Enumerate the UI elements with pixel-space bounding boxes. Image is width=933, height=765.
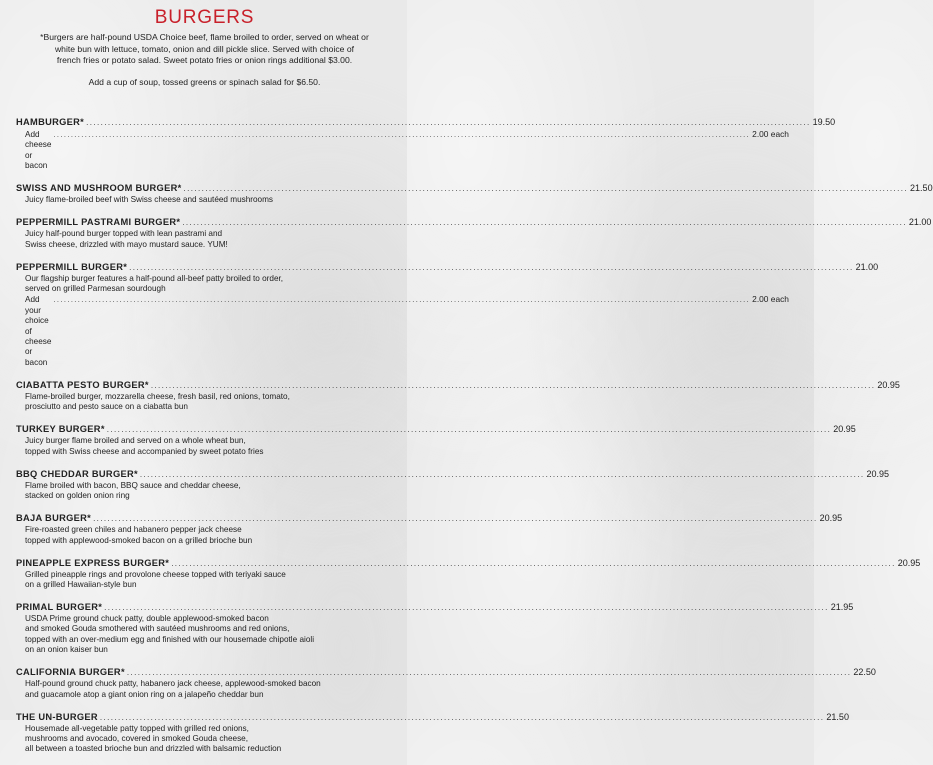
dot-leader: ........................................................................................................................................................................................................ <box>104 602 829 612</box>
addon-text: Add cheese or bacon <box>25 130 52 171</box>
dot-leader: ........................................................................................................................................................................................................ <box>53 130 751 139</box>
menu-item-description <box>16 436 393 457</box>
menu-item-price: 20.95 <box>833 424 856 435</box>
menu-item-addon <box>16 294 789 368</box>
menu-item <box>16 557 921 591</box>
description-line: Juicy half-pound burger topped with lean pastrami and <box>25 229 223 239</box>
addon-note: Add a cup of soup, tossed greens or spinach salad for $6.50. <box>88 76 321 87</box>
menu-item <box>16 423 856 457</box>
menu-item-price: 21.00 <box>855 261 879 272</box>
menu-item-description <box>16 195 393 205</box>
dot-leader: ........................................................................................................................................................................................................ <box>183 184 909 194</box>
menu-item-header <box>16 182 933 195</box>
menu-item-header <box>16 116 836 129</box>
description-line: Fire-roasted green chiles and habanero pepper jack cheese <box>25 525 242 535</box>
menu-item-price: 21.50 <box>826 711 849 722</box>
menu-item-header <box>16 423 856 436</box>
description-line: Juicy burger flame broiled and served on a whole wheat bun, <box>25 436 246 446</box>
description-line: Juicy flame-broiled beef with Swiss cheese and sautéed mushrooms <box>25 195 274 205</box>
description-line: all between a toasted brioche bun and drizzled with balsamic reduction <box>25 744 282 754</box>
menu-item-header <box>16 666 876 679</box>
menu-item-price: 20.95 <box>819 513 843 524</box>
menu-item <box>16 261 879 369</box>
menu-item-description <box>16 679 393 700</box>
menu-item-header <box>16 711 849 724</box>
menu-item-header <box>16 557 921 570</box>
menu-item-price: 20.95 <box>897 557 921 568</box>
menu-item <box>16 116 836 172</box>
dot-leader: ........................................................................................................................................................................................................ <box>86 118 811 127</box>
page-title: BURGERS <box>154 7 255 28</box>
addon-text: Add your choice of cheese or bacon <box>25 295 52 367</box>
description-line: served on grilled Parmesan sourdough <box>25 284 166 294</box>
intro-text <box>16 32 393 67</box>
dot-leader: ........................................................................................................................................................................................................ <box>182 218 907 228</box>
description-line: Housemade all-vegetable patty topped with grilled red onions, <box>25 723 249 733</box>
dot-leader: ........................................................................................................................................................................................................ <box>126 668 852 678</box>
dot-leader: ........................................................................................................................................................................................................ <box>150 380 876 390</box>
menu-item-name: BAJA BURGER* <box>16 513 92 524</box>
addon-price: 2.00 each <box>752 294 789 305</box>
description-line: Half-pound ground chuck patty, habanero jack cheese, applewood-smoked bacon <box>25 679 321 689</box>
menu-item-header <box>16 512 843 525</box>
menu-item-name: THE UN-BURGER <box>16 711 98 722</box>
menu-item <box>16 182 933 205</box>
menu-item-name: PEPPERMILL PASTRAMI BURGER* <box>16 217 181 228</box>
menu-item-description <box>16 229 393 250</box>
description-line: USDA Prime ground chuck patty, double applewood-smoked bacon <box>25 613 269 623</box>
menu-item-price: 21.00 <box>908 217 932 228</box>
description-line: on a grilled Hawaiian-style bun <box>25 579 137 589</box>
menu-item-description <box>16 724 393 755</box>
menu-item-price: 22.50 <box>853 667 876 678</box>
description-line: prosciutto and pesto sauce on a ciabatta bun <box>25 402 188 412</box>
dot-leader: ........................................................................................................................................................................................................ <box>99 712 825 722</box>
addon-price: 2.00 each <box>752 129 789 139</box>
menu-item-name: CALIFORNIA BURGER* <box>16 667 125 678</box>
menu-item-description <box>16 614 393 656</box>
menu-item <box>16 512 843 546</box>
menu-item <box>16 711 849 755</box>
menu-item-header <box>16 216 932 229</box>
menu-item <box>16 379 900 413</box>
description-line: Flame broiled with bacon, BBQ sauce and cheddar cheese, <box>25 480 241 490</box>
menu-item-name: PINEAPPLE EXPRESS BURGER* <box>16 557 170 568</box>
dot-leader: ........................................................................................................................................................................................................ <box>106 425 832 435</box>
dot-leader: ........................................................................................................................................................................................................ <box>129 262 854 272</box>
menu-item-header <box>16 468 889 481</box>
menu-item-description <box>16 392 393 413</box>
menu-item <box>16 666 876 700</box>
description-line: topped with Swiss cheese and accompanied by sweet potato fries <box>25 446 264 456</box>
intro-line: *Burgers are half-pound USDA Choice beef, flame broiled to order, served on wheat or <box>40 32 369 42</box>
menu-item-header <box>16 379 900 392</box>
menu-item-description <box>16 570 393 591</box>
description-line: topped with an over-medium egg and finished with our housemade chipotle aioli <box>25 634 315 644</box>
description-line: and smoked Gouda smothered with sautéed mushrooms and red onions, <box>25 624 290 634</box>
description-line: on an onion kaiser bun <box>25 645 108 655</box>
description-line: and guacamole atop a giant onion ring on a jalapeño cheddar bun <box>25 689 264 699</box>
dot-leader: ........................................................................................................................................................................................................ <box>139 469 865 479</box>
description-line: mushrooms and avocado, covered in smoked Gouda cheese, <box>25 733 249 743</box>
menu-item-price: 20.95 <box>877 379 900 390</box>
menu-item-name: HAMBURGER* <box>16 117 85 127</box>
menu-item <box>16 601 854 656</box>
description-line: stacked on golden onion ring <box>25 491 130 501</box>
menu-item-price: 21.95 <box>830 601 854 612</box>
menu-item-header <box>16 601 854 614</box>
menu-item <box>16 216 932 250</box>
menu-item-description <box>16 274 393 295</box>
menu-item-name: PEPPERMILL BURGER* <box>16 261 128 272</box>
description-line: Grilled pineapple rings and provolone cheese topped with teriyaki sauce <box>25 569 286 579</box>
description-line: topped with applewood-smoked bacon on a grilled brioche bun <box>25 535 253 545</box>
intro-line: french fries or potato salad. Sweet potato fries or onion rings additional $3.00. <box>56 55 353 65</box>
menu-item-addon <box>16 129 789 172</box>
menu-item-price: 19.50 <box>812 117 836 127</box>
menu-item-price: 21.50 <box>910 183 933 194</box>
menu-item-header <box>16 261 879 274</box>
dot-leader: ........................................................................................................................................................................................................ <box>53 295 751 305</box>
dot-leader: ........................................................................................................................................................................................................ <box>171 558 896 568</box>
menu-item-description <box>16 525 393 546</box>
description-line: Flame-broiled burger, mozzarella cheese, fresh basil, red onions, tomato, <box>25 391 290 401</box>
description-line: Our flagship burger features a half-pound all-beef patty broiled to order, <box>25 273 284 283</box>
menu-item-name: PRIMAL BURGER* <box>16 601 103 612</box>
menu-item-name: TURKEY BURGER* <box>16 424 105 435</box>
description-line: Swiss cheese, drizzled with mayo mustard sauce. YUM! <box>25 239 228 249</box>
intro-line: white bun with lettuce, tomato, onion and dill pickle slice. Served with choice of <box>54 43 355 54</box>
menu-item <box>16 468 889 502</box>
menu-item-description <box>16 481 393 502</box>
menu-item-list <box>16 116 933 765</box>
menu-item-name: SWISS AND MUSHROOM BURGER* <box>16 183 182 194</box>
dot-leader: ........................................................................................................................................................................................................ <box>93 514 818 524</box>
menu-item-price: 20.95 <box>866 468 889 479</box>
menu-item-name: CIABATTA PESTO BURGER* <box>16 379 149 390</box>
menu-item-name: BBQ CHEDDAR BURGER* <box>16 468 138 479</box>
